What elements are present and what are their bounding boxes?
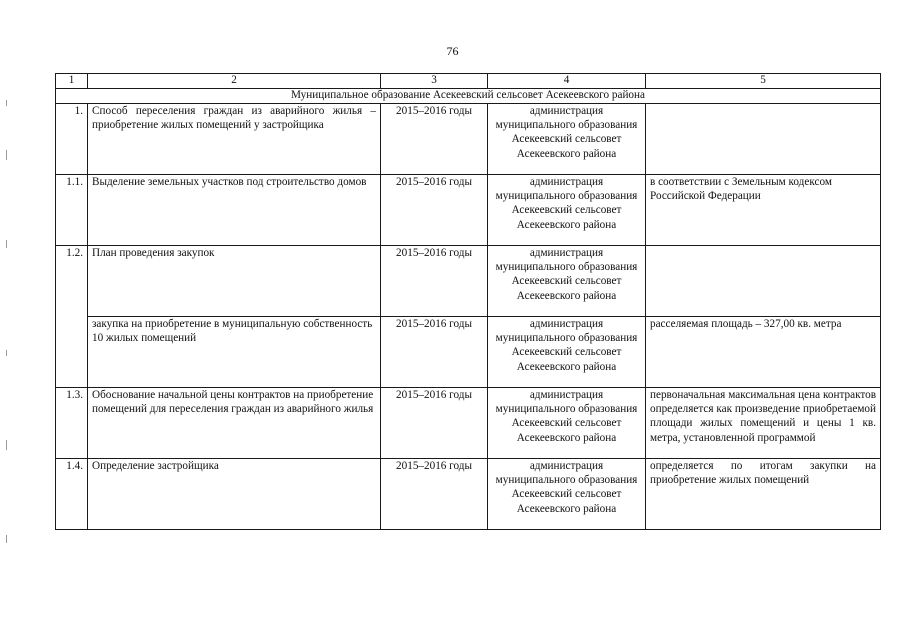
period-cell: 2015–2016 годы	[381, 175, 488, 246]
column-header-1: 1	[56, 74, 88, 89]
note-cell: определяется по итогам закупки на приобретение жилых помещений	[646, 459, 881, 530]
note-cell: первоначальная максимальная цена контрактов определяется как произведение приобретаемой площади жилых помещений и цены 1 кв. метра, установленной программой	[646, 388, 881, 459]
period-cell: 2015–2016 годы	[381, 459, 488, 530]
table-row	[56, 459, 881, 530]
column-header-5: 5	[646, 74, 881, 89]
column-header-3: 3	[381, 74, 488, 89]
measure-text: План проведения закупок	[88, 246, 381, 317]
measure-text: Выделение земельных участков под строительство домов	[88, 175, 381, 246]
note-cell	[646, 246, 881, 317]
column-header-2: 2	[88, 74, 381, 89]
page-number: 76	[446, 44, 459, 58]
table-row	[56, 104, 881, 175]
row-number: 1.2.	[56, 246, 88, 388]
scan-edge-marks	[4, 90, 10, 560]
period-cell: 2015–2016 годы	[381, 317, 488, 388]
table-row	[56, 317, 881, 388]
note-cell: расселяемая площадь – 327,00 кв. метра	[646, 317, 881, 388]
row-number: 1.4.	[56, 459, 88, 530]
executor-cell: администрация муниципального образования Асекеевский сельсовет Асекеевского района	[488, 459, 646, 530]
column-header-4: 4	[488, 74, 646, 89]
measure-text: Обоснование начальной цены контрактов на приобретение помещений для переселения граждан из аварийного жилья	[88, 388, 381, 459]
table-row	[56, 175, 881, 246]
executor-cell: администрация муниципального образования Асекеевский сельсовет Асекеевского района	[488, 246, 646, 317]
column-number-row	[56, 74, 881, 89]
period-cell: 2015–2016 годы	[381, 388, 488, 459]
measure-text: Определение застройщика	[88, 459, 381, 530]
executor-cell: администрация муниципального образования Асекеевский сельсовет Асекеевского района	[488, 317, 646, 388]
period-cell: 2015–2016 годы	[381, 104, 488, 175]
note-cell	[646, 104, 881, 175]
executor-cell: администрация муниципального образования Асекеевский сельсовет Асекеевского района	[488, 388, 646, 459]
section-title-row	[56, 89, 881, 104]
note-cell: в соответствии с Земельным кодексом Российской Федерации	[646, 175, 881, 246]
row-number: 1.3.	[56, 388, 88, 459]
row-number: 1.	[56, 104, 88, 175]
period-cell: 2015–2016 годы	[381, 246, 488, 317]
table-row	[56, 246, 881, 317]
row-number: 1.1.	[56, 175, 88, 246]
executor-cell: администрация муниципального образования Асекеевский сельсовет Асекеевского района	[488, 104, 646, 175]
measures-table	[55, 73, 881, 530]
measure-text: закупка на приобретение в муниципальную собственность 10 жилых помещений	[88, 317, 381, 388]
table-row	[56, 388, 881, 459]
section-title: Муниципальное образование Асекеевский сельсовет Асекеевского района	[56, 89, 881, 104]
measure-text: Способ переселения граждан из аварийного жилья – приобретение жилых помещений у застройщика	[88, 104, 381, 175]
executor-cell: администрация муниципального образования Асекеевский сельсовет Асекеевского района	[488, 175, 646, 246]
